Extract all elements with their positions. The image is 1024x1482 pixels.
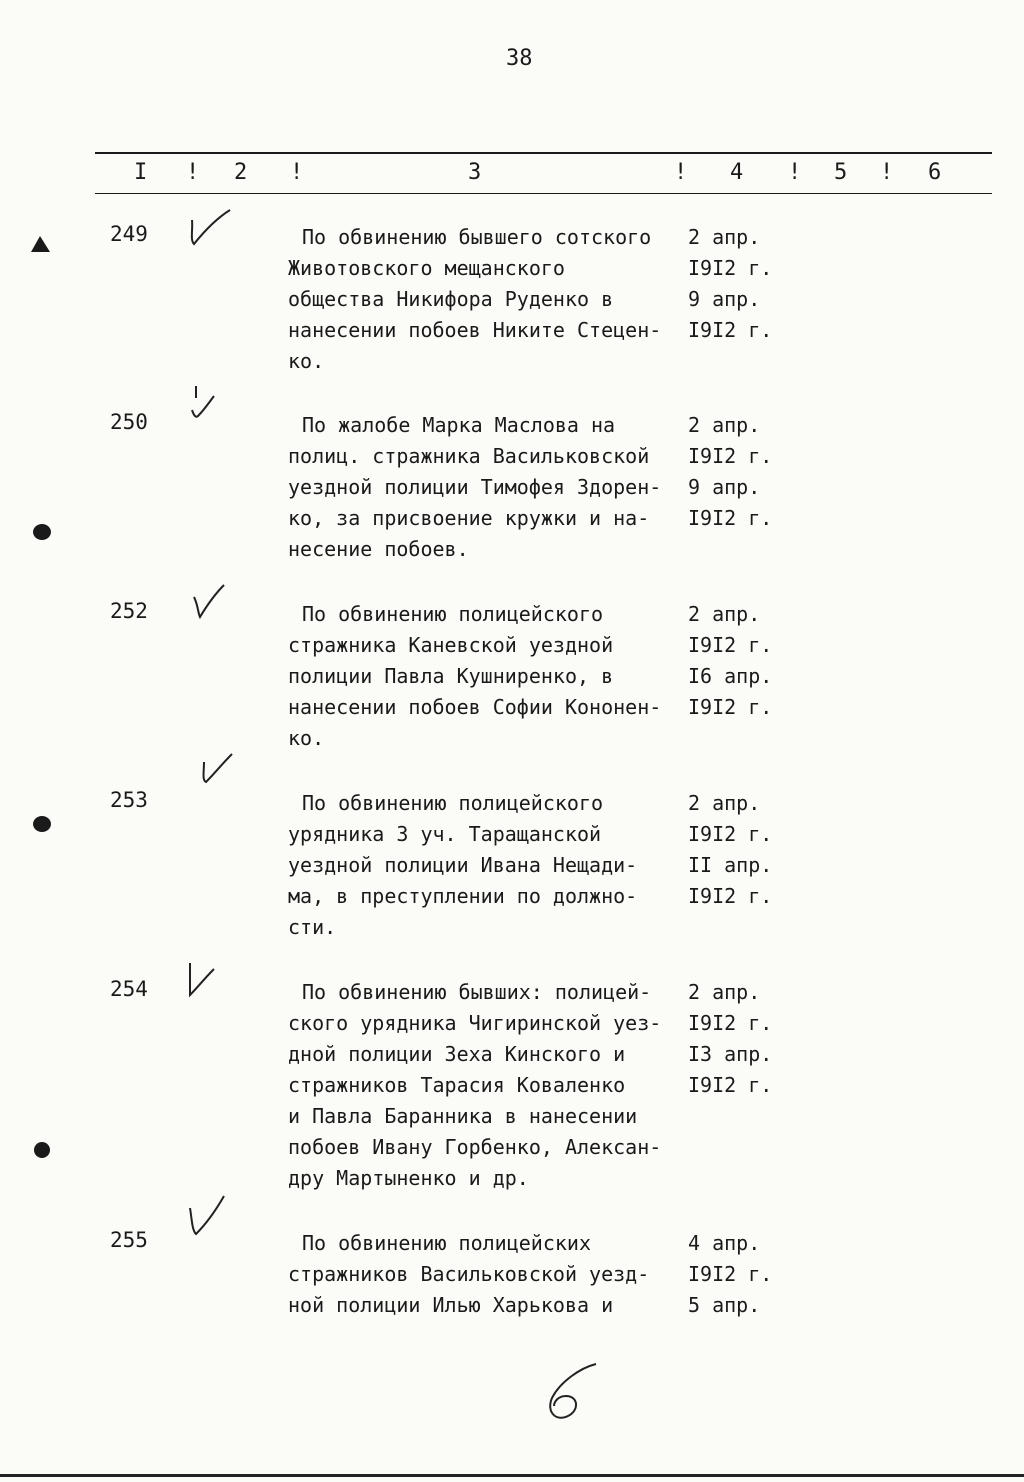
column-header-1: I [134, 160, 148, 185]
checkmark-icon [194, 746, 246, 798]
record-number: 250 [110, 410, 148, 434]
text-line: побоев Ивану Горбенко, Алексан- [288, 1135, 662, 1159]
text-line: и Павла Баранника в нанесении [288, 1104, 638, 1128]
text-line: урядника 3 уч. Таращанской [288, 822, 602, 846]
date-line: I9I2 г. [688, 444, 773, 468]
date-line: I9I2 г. [688, 1011, 773, 1035]
date-line: I9I2 г. [688, 884, 773, 908]
column-separator: ! [186, 160, 200, 185]
handwritten-page-mark [530, 1358, 610, 1428]
date-line: 2 апр. [688, 791, 761, 815]
date-line: 9 апр. [688, 475, 761, 499]
date-line: 9 апр. [688, 287, 761, 311]
text-line: ма, в преступлении по должно- [288, 884, 638, 908]
column-separator: ! [788, 160, 802, 185]
date-line: 2 апр. [688, 413, 761, 437]
text-line: полиц. стражника Васильковской [288, 444, 650, 468]
column-header-6: 6 [928, 160, 942, 185]
text-line: ко, за присвоение кружки и на- [288, 506, 650, 530]
text-line: нанесении побоев Софии Кононен- [288, 695, 662, 719]
date-line: I9I2 г. [688, 256, 773, 280]
binding-hole-icon [28, 1138, 54, 1160]
text-line: стражников Тарасия Коваленко [288, 1073, 626, 1097]
date-line: 5 апр. [688, 1293, 761, 1317]
text-line: Животовского мещанского [288, 256, 565, 280]
column-header-2: 2 [234, 160, 248, 185]
date-line: I9I2 г. [688, 1262, 773, 1286]
text-line: уездной полиции Тимофея Здорен- [288, 475, 662, 499]
record-number: 253 [110, 788, 148, 812]
text-line: По обвинению бывших: полицей- [302, 980, 652, 1004]
checkmark-icon [184, 961, 236, 1013]
record-description [288, 788, 688, 943]
date-line: I3 апр. [688, 1042, 773, 1066]
column-header-3: 3 [468, 160, 482, 185]
date-line: 2 апр. [688, 980, 761, 1004]
date-line: I9I2 г. [688, 633, 773, 657]
text-line: По обвинению полицейских [302, 1231, 591, 1255]
record-description [288, 599, 688, 754]
text-line: общества Никифора Руденко в [288, 287, 614, 311]
checkmark-icon [184, 583, 236, 635]
text-line: ского урядника Чигиринской уез- [288, 1011, 662, 1035]
text-line: стражников Васильковской уезд- [288, 1262, 650, 1286]
date-line: I6 апр. [688, 664, 773, 688]
text-line: стражника Каневской уездной [288, 633, 614, 657]
text-line: несение побоев. [288, 537, 469, 561]
column-header-5: 5 [834, 160, 848, 185]
header-bottom-rule [95, 193, 992, 194]
text-line: сти. [288, 915, 337, 939]
record-description [288, 222, 688, 377]
column-header-4: 4 [730, 160, 744, 185]
text-line: По обвинению полицейского [302, 791, 604, 815]
text-line: ко. [288, 349, 325, 373]
text-line: ко. [288, 726, 325, 750]
record-dates [688, 977, 798, 1101]
text-line: По обвинению бывшего сотского [302, 225, 652, 249]
text-line: По обвинению полицейского [302, 602, 604, 626]
record-dates [688, 410, 798, 534]
checkmark-icon [184, 382, 236, 434]
column-separator: ! [290, 160, 304, 185]
binding-hole-icon [28, 234, 54, 256]
date-line: I9I2 г. [688, 318, 773, 342]
column-separator: ! [674, 160, 688, 185]
record-number: 249 [110, 222, 148, 246]
record-description [288, 977, 688, 1194]
record-description [288, 410, 688, 565]
record-number: 254 [110, 977, 148, 1001]
page-number: 38 [506, 46, 533, 71]
date-line: 2 апр. [688, 225, 761, 249]
date-line: I9I2 г. [688, 1073, 773, 1097]
bottom-edge-rule [0, 1474, 1024, 1477]
binding-hole-icon [28, 520, 54, 542]
record-dates [688, 222, 798, 346]
column-separator: ! [880, 160, 894, 185]
date-line: 4 апр. [688, 1231, 761, 1255]
text-line: дной полиции Зеха Кинского и [288, 1042, 626, 1066]
record-number: 252 [110, 599, 148, 623]
record-dates [688, 599, 798, 723]
text-line: По жалобе Марка Маслова на [302, 413, 616, 437]
date-line: 2 апр. [688, 602, 761, 626]
date-line: I9I2 г. [688, 506, 773, 530]
record-dates [688, 1228, 798, 1321]
checkmark-icon [184, 1194, 236, 1246]
text-line: нанесении побоев Никите Стецен- [288, 318, 662, 342]
record-description [288, 1228, 688, 1321]
date-line: I9I2 г. [688, 695, 773, 719]
text-line: ной полиции Илью Харькова и [288, 1293, 614, 1317]
record-dates [688, 788, 798, 912]
text-line: дру Мартыненко и др. [288, 1166, 529, 1190]
header-top-rule [95, 152, 992, 154]
text-line: уездной полиции Ивана Нещади- [288, 853, 638, 877]
checkmark-icon [184, 206, 236, 258]
text-line: полиции Павла Кушниренко, в [288, 664, 614, 688]
date-line: II апр. [688, 853, 773, 877]
date-line: I9I2 г. [688, 822, 773, 846]
binding-hole-icon [28, 812, 54, 834]
record-number: 255 [110, 1228, 148, 1252]
